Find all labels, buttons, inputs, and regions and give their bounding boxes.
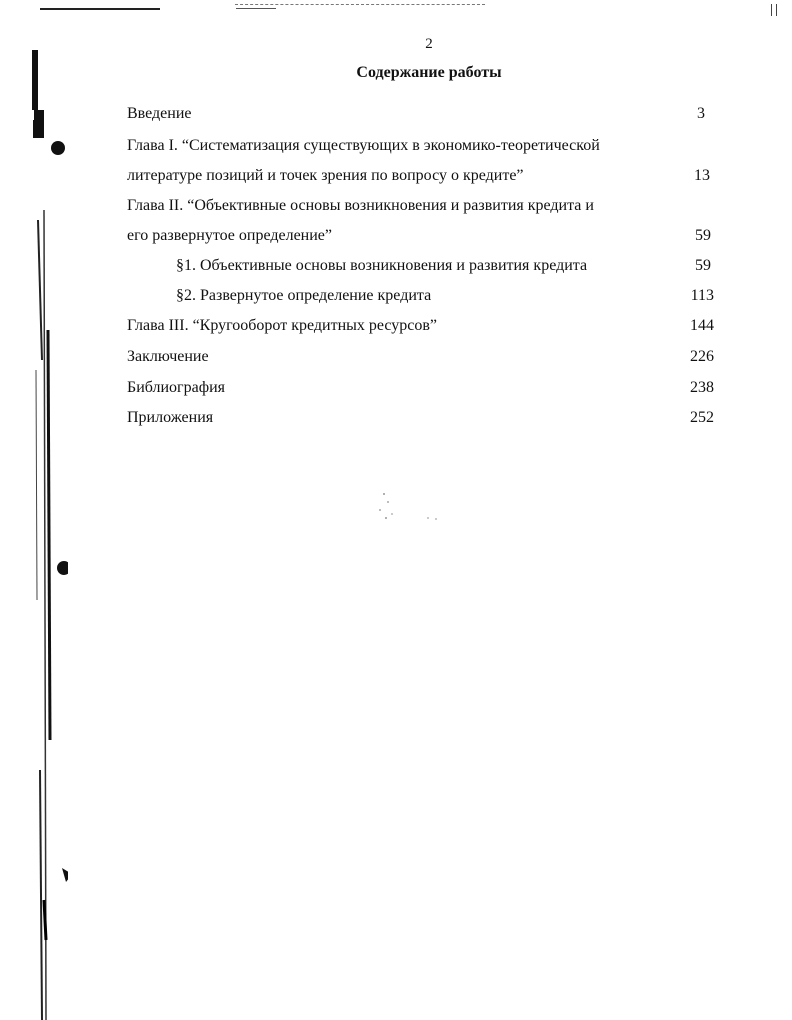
toc-entry-conclusion: Заключение (127, 348, 209, 365)
toc-page-chapter2: 59 (695, 227, 711, 244)
toc-entry-section1: §1. Объективные основы возникновения и развития кредита (176, 257, 588, 274)
toc-page-conclusion: 226 (690, 348, 714, 365)
binding-artifacts (28, 40, 68, 1020)
toc-entry-chapter2-line1: Глава II. “Объективные основы возникновения и развития кредита и (127, 197, 594, 214)
scan-smudge (372, 488, 452, 524)
toc-page-chapter1: 13 (694, 167, 710, 184)
toc-page-section1: 59 (695, 257, 711, 274)
scan-dashes (235, 4, 485, 6)
toc-entry-section2: §2. Развернутое определение кредита (176, 287, 432, 304)
corner-mark (771, 4, 777, 16)
scan-line-mid (236, 8, 276, 9)
toc-page-bibliography: 238 (690, 379, 714, 396)
toc-entry-chapter1-line2: литературе позиций и точек зрения по вопросу о кредите” (127, 167, 524, 184)
toc-entry-chapter3: Глава III. “Кругооборот кредитных ресурсов” (127, 317, 438, 334)
scan-line-left (40, 8, 160, 10)
toc-entry-appendices: Приложения (127, 409, 214, 426)
page-number: 2 (425, 36, 433, 52)
toc-page-appendices: 252 (690, 409, 714, 426)
toc-entry-intro: Введение (127, 105, 192, 122)
toc-entry-bibliography: Библиография (127, 379, 225, 396)
toc-page-section2: 113 (690, 287, 714, 304)
toc-page-chapter3: 144 (690, 317, 714, 334)
toc-entry-chapter2-line2: его развернутое определение” (127, 227, 332, 244)
toc-title: Содержание работы (356, 64, 502, 81)
toc-page-intro: 3 (697, 105, 705, 122)
toc-entry-chapter1-line1: Глава I. “Систематизация существующих в экономико-теоретической (127, 137, 600, 154)
